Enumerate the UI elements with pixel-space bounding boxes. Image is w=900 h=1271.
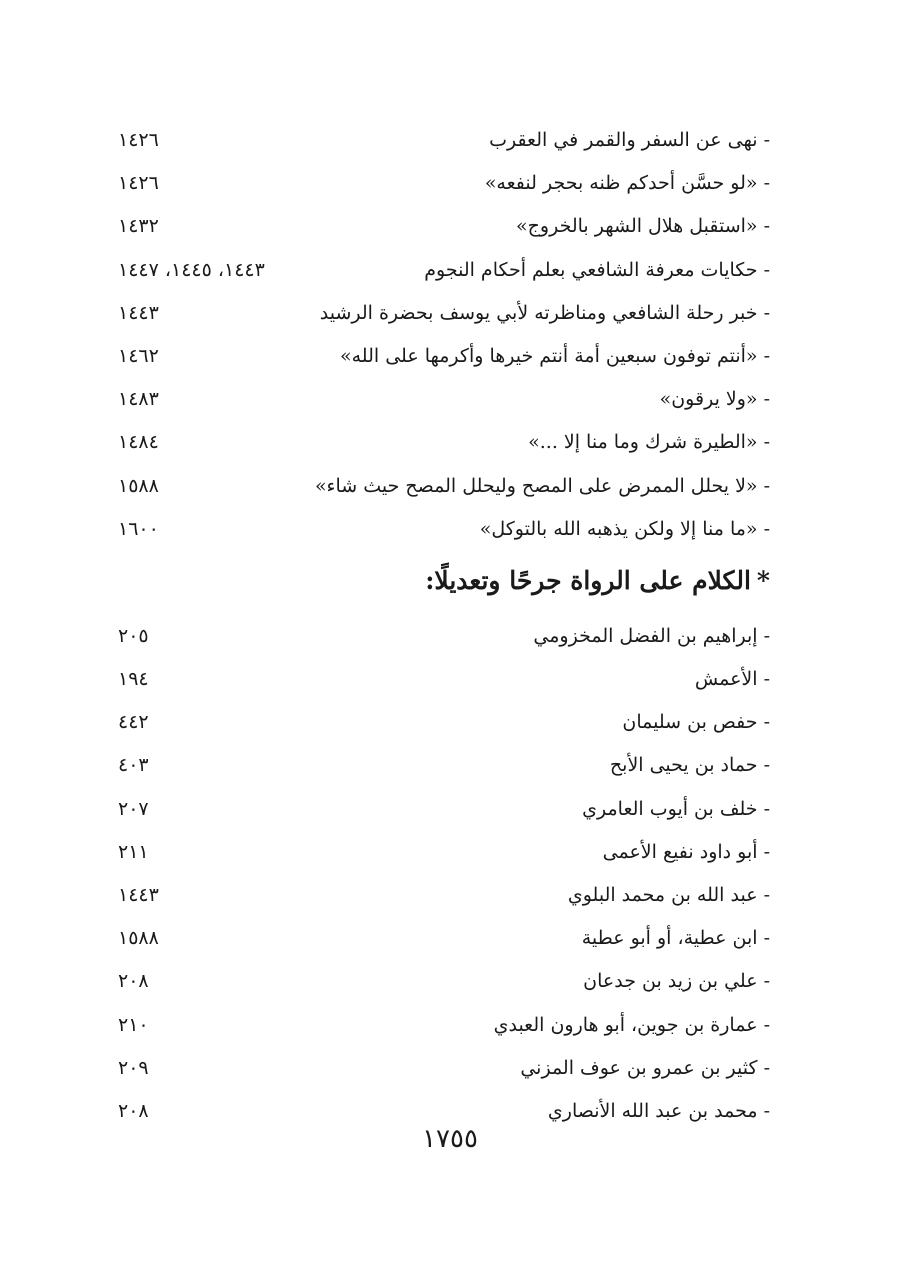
index-entry bbox=[118, 960, 770, 1003]
index-entry bbox=[118, 508, 770, 551]
index-entry bbox=[118, 119, 770, 162]
entry-label: - حماد بن يحيى الأبح bbox=[609, 754, 770, 777]
entry-label: - كثير بن عمرو بن عوف المزني bbox=[520, 1056, 770, 1079]
index-entry bbox=[118, 378, 770, 421]
index-entry bbox=[118, 788, 770, 831]
index-entry bbox=[118, 1047, 770, 1090]
entry-pages: ١٩٤ bbox=[118, 668, 149, 691]
index-entry bbox=[118, 465, 770, 508]
entry-pages: ١٤٢٦ bbox=[118, 129, 159, 151]
entry-label: - نهى عن السفر والقمر في العقرب bbox=[489, 129, 770, 151]
entry-pages: ١٤٨٤ bbox=[118, 431, 159, 454]
entry-pages: ١٤٦٢ bbox=[118, 344, 159, 367]
entry-pages: ١٤٣٢ bbox=[118, 215, 159, 238]
entry-label: - الأعمش bbox=[694, 668, 770, 691]
index-entry bbox=[118, 1004, 770, 1047]
index-entry bbox=[118, 744, 770, 787]
entry-label: - «لا يحلل الممرض على المصح وليحلل المصح حيث شاء» bbox=[314, 474, 770, 497]
index-entry bbox=[118, 249, 770, 292]
entry-label: - «لو حسَّن أحدكم ظنه بحجر لنفعه» bbox=[484, 172, 770, 195]
entry-label: - «ما منا إلا ولكن يذهبه الله بالتوكل» bbox=[479, 517, 770, 540]
index-entry bbox=[118, 162, 770, 205]
index-entry bbox=[118, 615, 770, 658]
entry-pages: ١٤٤٣، ١٤٤٥، ١٤٤٧ bbox=[118, 258, 265, 281]
entry-pages: ١٤٤٣ bbox=[118, 301, 159, 324]
entry-pages: ٤٤٢ bbox=[118, 711, 149, 734]
entry-pages: ٢١٠ bbox=[118, 1013, 149, 1036]
entry-pages: ١٦٠٠ bbox=[118, 517, 159, 540]
index-entry bbox=[118, 292, 770, 335]
entry-label: - عبد الله بن محمد البلوي bbox=[567, 884, 770, 906]
entry-label: - عمارة بن جوين، أبو هارون العبدي bbox=[493, 1013, 770, 1036]
index-entry bbox=[118, 421, 770, 464]
entry-label: - خبر رحلة الشافعي ومناظرته لأبي يوسف بحضرة الرشيد bbox=[319, 301, 770, 324]
entry-label: - «أنتم توفون سبعين أمة أنتم خيرها وأكرمها على الله» bbox=[339, 344, 770, 367]
index-list-1 bbox=[118, 119, 770, 551]
entry-label: - «استقبل هلال الشهر بالخروج» bbox=[516, 215, 770, 238]
section-heading bbox=[118, 553, 770, 609]
entry-pages: ٢١١ bbox=[118, 840, 149, 863]
index-entry bbox=[118, 335, 770, 378]
entry-pages: ٢٠٨ bbox=[118, 1099, 149, 1122]
entry-pages: ٢٠٥ bbox=[118, 624, 149, 647]
entry-pages: ١٤٨٣ bbox=[118, 388, 159, 411]
entry-label: - ابن عطية، أو أبو عطية bbox=[581, 927, 770, 950]
entry-pages: ٤٠٣ bbox=[118, 754, 149, 777]
entry-pages: ١٤٢٦ bbox=[118, 172, 159, 195]
index-content bbox=[118, 119, 770, 1133]
entry-pages: ٢٠٩ bbox=[118, 1056, 149, 1079]
entry-label: - حكايات معرفة الشافعي بعلم أحكام النجوم bbox=[424, 258, 770, 281]
entry-label: - علي بن زيد بن جدعان bbox=[583, 970, 770, 993]
entry-pages: ١٥٨٨ bbox=[118, 474, 159, 497]
asterisk-icon: * bbox=[756, 565, 770, 595]
index-entry bbox=[118, 658, 770, 701]
entry-label: - محمد بن عبد الله الأنصاري bbox=[547, 1099, 770, 1122]
entry-label: - إبراهيم بن الفضل المخزومي bbox=[533, 624, 770, 647]
section-heading-text: الكلام على الرواة جرحًا وتعديلًا: bbox=[425, 565, 751, 595]
entry-label: - «ولا يرقون» bbox=[659, 388, 770, 411]
index-entry bbox=[118, 701, 770, 744]
index-entry bbox=[118, 917, 770, 960]
entry-label: - «الطيرة شرك وما منا إلا ...» bbox=[528, 431, 770, 454]
entry-pages: ٢٠٧ bbox=[118, 797, 149, 820]
page-number: ١٧٥٥ bbox=[422, 1124, 478, 1154]
entry-label: - حفص بن سليمان bbox=[622, 711, 770, 734]
index-list-2 bbox=[118, 615, 770, 1133]
entry-pages: ٢٠٨ bbox=[118, 970, 149, 993]
entry-pages: ١٤٤٣ bbox=[118, 884, 159, 906]
entry-pages: ١٥٨٨ bbox=[118, 927, 159, 950]
index-entry bbox=[118, 874, 770, 917]
entry-label: - أبو داود نفيع الأعمى bbox=[602, 840, 770, 863]
entry-label: - خلف بن أيوب العامري bbox=[582, 797, 770, 820]
index-entry bbox=[118, 831, 770, 874]
index-entry bbox=[118, 205, 770, 248]
